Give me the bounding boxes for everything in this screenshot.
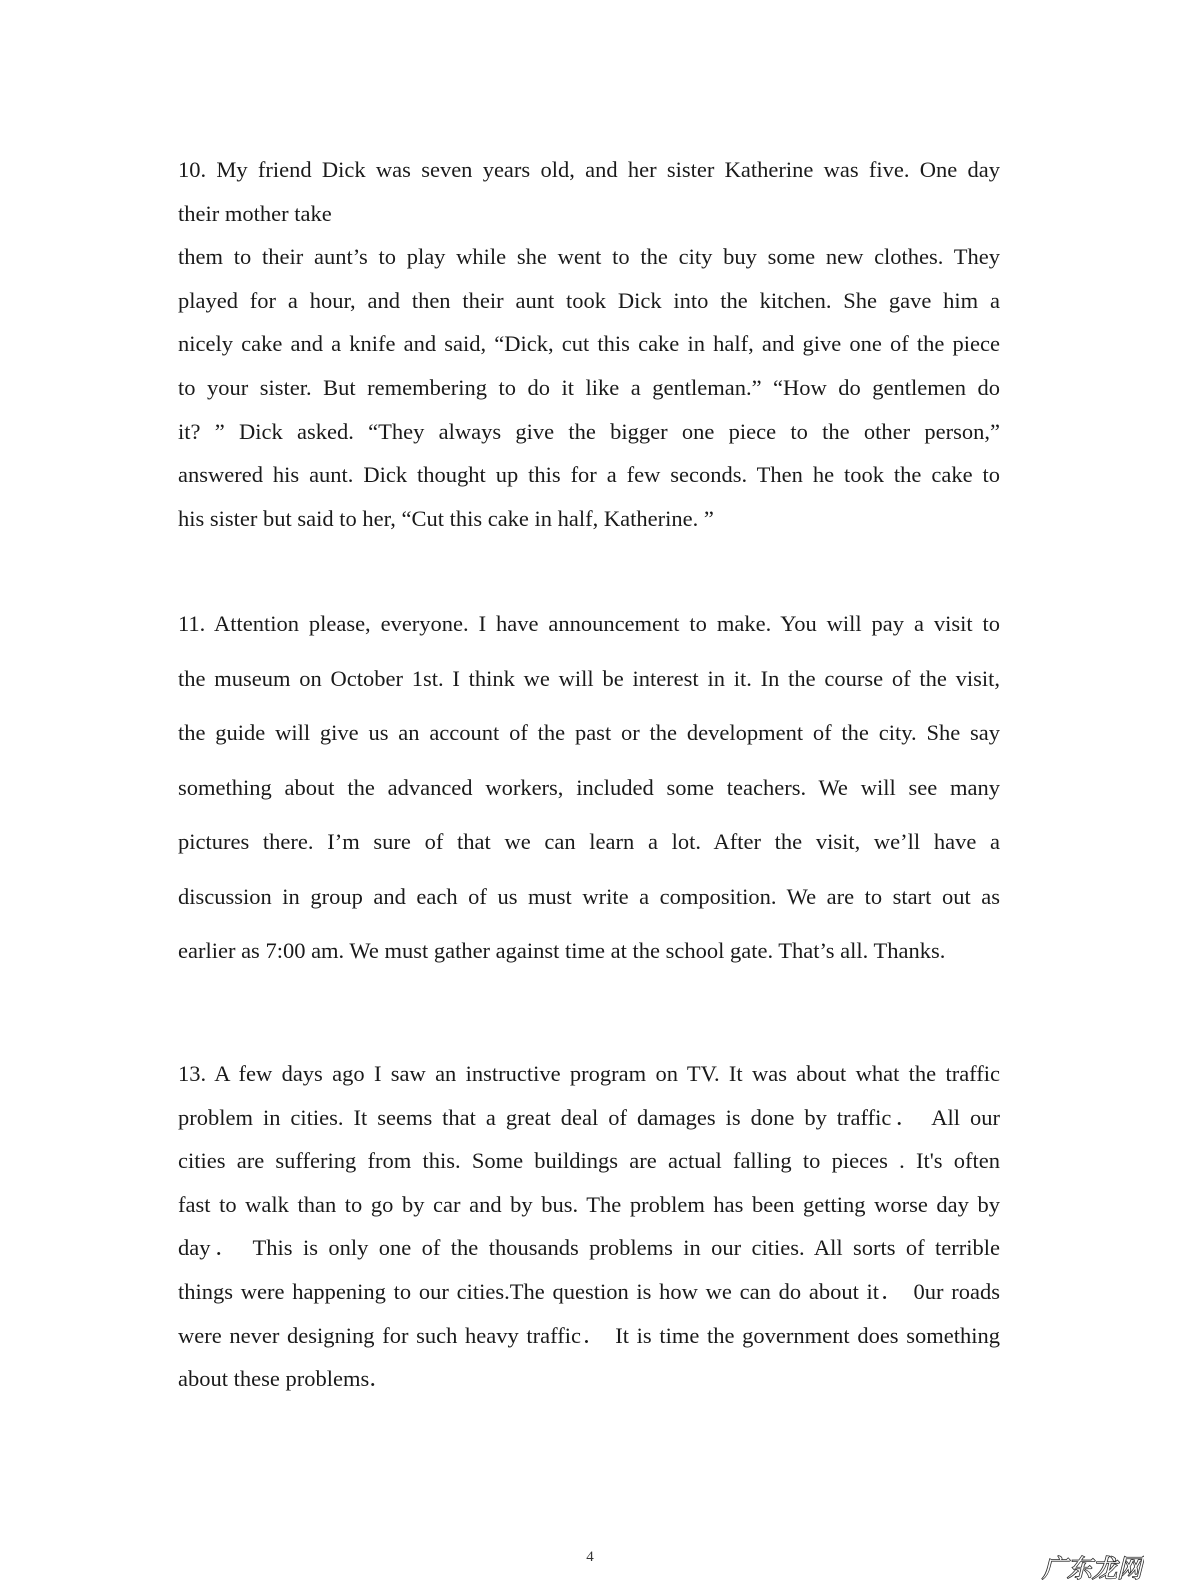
passage-line: something about the advanced workers, included some teachers. We will see many [178, 775, 1000, 800]
passage-line: the guide will give us an account of the past or the development of the city. She say [178, 720, 1000, 745]
passage-line: about these problems． [178, 1366, 392, 1391]
watermark-logo-icon [1040, 1546, 1144, 1586]
passage-line: earlier as 7:00 am. We must gather against time at the school gate. That’s all. Thanks. [178, 938, 946, 963]
passage-line: 10. My friend Dick was seven years old, and her sister Katherine was five. One day [178, 157, 1000, 182]
passage-line: 11. Attention please, everyone. I have announcement to make. You will pay a visit to [178, 611, 1000, 636]
passage-line: day． This is only one of the thousands problems in our cities. All sorts of terrible [178, 1235, 1000, 1260]
passage-line: to your sister. But remembering to do it like a gentleman.” “How do gentlemen do [178, 375, 1000, 400]
passage-line: 13. A few days ago I saw an instructive program on TV. It was about what the traffic [178, 1061, 1000, 1086]
svg-text:广东龙网: 广东龙网 [1041, 1554, 1143, 1583]
passage-line: things were happening to our cities.The question is how we can do about it． 0ur roads [178, 1279, 1000, 1304]
passage-line: problem in cities. It seems that a great deal of damages is done by traffic． All our [178, 1105, 1000, 1130]
passage-line: it? ” Dick asked. “They always give the bigger one piece to the other person,” [178, 419, 1000, 444]
passage-line: the museum on October 1st. I think we will be interest in it. In the course of the visit, [178, 666, 1000, 691]
passage-line: his sister but said to her, “Cut this cake in half, Katherine. ” [178, 506, 714, 531]
passage-line: discussion in group and each of us must write a composition. We are to start out as [178, 884, 1000, 909]
passage-line: nicely cake and a knife and said, “Dick, cut this cake in half, and give one of the piece [178, 331, 1000, 356]
passage-line: played for a hour, and then their aunt took Dick into the kitchen. She gave him a [178, 288, 1000, 313]
passage-line: answered his aunt. Dick thought up this for a few seconds. Then he took the cake to [178, 462, 1000, 487]
passage-line: their mother take [178, 201, 332, 226]
passage-line: pictures there. I’m sure of that we can learn a lot. After the visit, we’ll have a [178, 829, 1000, 854]
passage-line: them to their aunt’s to play while she went to the city buy some new clothes. They [178, 244, 1000, 269]
page-number: 4 [586, 1549, 594, 1565]
passage-line: fast to walk than to go by car and by bus. The problem has been getting worse day by [178, 1192, 1000, 1217]
passage-line: were never designing for such heavy traffic． It is time the government does something [178, 1323, 1000, 1348]
passage-line: cities are suffering from this. Some buildings are actual falling to pieces . It's often [178, 1148, 1000, 1173]
